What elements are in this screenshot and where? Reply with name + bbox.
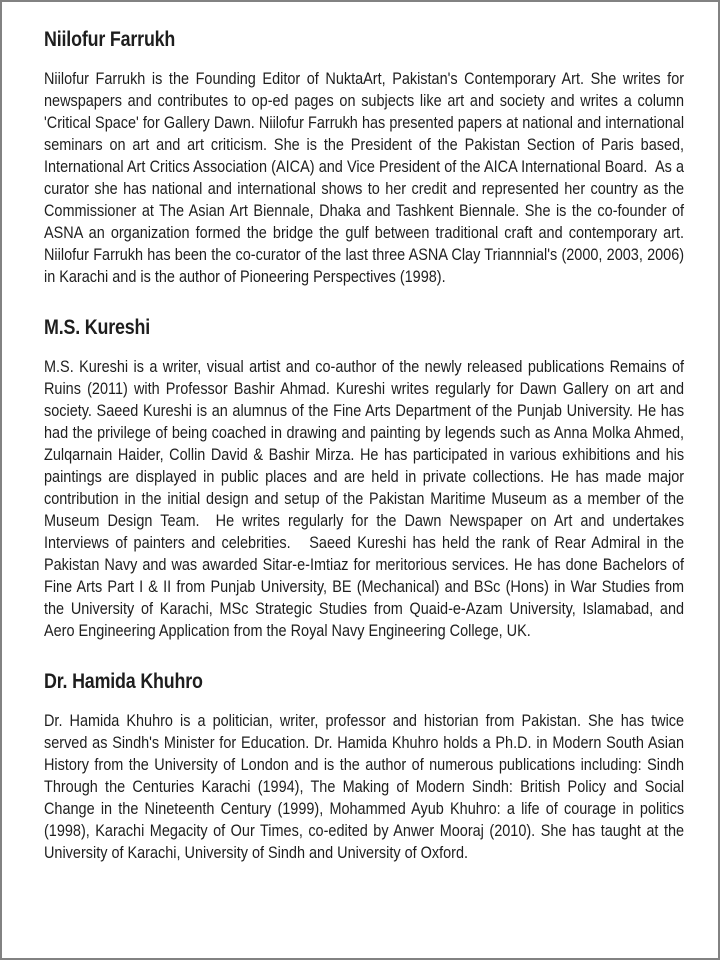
section-heading: Niilofur Farrukh [44, 28, 176, 51]
bio-section-ms-kureshi [44, 316, 689, 642]
bio-section-dr-hamida-khuhro [44, 670, 689, 864]
section-body: Dr. Hamida Khuhro is a politician, writer, professor and historian from Pakistan. She has twice served as Sindh's Minister for Education. Dr. Hamida Khuhro holds a Ph.D. in Modern South Asian History from the University of London and is the author of numerous publications including: Sindh Through the Centuries Karachi (1994), The Making of Modern Sindh: British Policy and Social Change in the Nineteenth Century (1999), Mohammed Ayub Khuhro: a life of courage in politics (1998), Karachi Megacity of Our Times, co-edited by Anwer Mooraj (2010). She has taught at the University of Karachi, University of Sindh and University of Oxford. [44, 711, 689, 862]
bio-section-niilofur-farrukh [44, 28, 689, 288]
section-body: M.S. Kureshi is a writer, visual artist and co-author of the newly released publications Remains of Ruins (2011) with Professor Bashir Ahmad. Kureshi writes regularly for Dawn Gallery on art and society. Saeed Kureshi is an alumnus of the Fine Arts Department of the Punjab University. He has had the privilege of being coached in drawing and painting by legends such as Anna Molka Ahmed, Zulqarnain Haider, Collin David & Bashir Mirza. He has participated in various exhibitions and his paintings are displayed in public places and are held in private collections. He has made major contribution in the initial design and setup of the Pakistan Maritime Museum as a member of the Museum Design Team. He writes regularly for the Dawn Newspaper on Art and undertakes Interviews of painters and celebrities. Saeed Kureshi has held the rank of Rear Admiral in the Pakistan Navy and was awarded Sitar-e-Imtiaz for meritorious services. He has done Bachelors of Fine Arts Part I & II from Punjab University, BE (Mechanical) and BSc (Hons) in War Studies from the University of Karachi, MSc Strategic Studies from Quaid-e-Azam University, Islamabad, and Aero Engineering Application from the Royal Navy Engineering College, UK. [44, 357, 689, 640]
section-heading: M.S. Kureshi [44, 316, 151, 339]
section-heading: Dr. Hamida Khuhro [44, 670, 203, 693]
page-content [44, 28, 689, 864]
section-body: Niilofur Farrukh is the Founding Editor of NuktaArt, Pakistan's Contemporary Art. She writes for newspapers and contributes to op-ed pages on subjects like art and society and writes a column 'Critical Space' for Gallery Dawn. Niilofur Farrukh has presented papers at national and international seminars on art and art criticism. She is the President of the Pakistan Section of Paris based, International Art Critics Association (AICA) and Vice President of the AICA International Board. As a curator she has national and international shows to her credit and represented her country as the Commissioner at The Asian Art Biennale, Dhaka and Tashkent Biennale. She is the co-founder of ASNA an organization formed the bridge the gulf between traditional craft and contemporary art. Niilofur Farrukh has been the co-curator of the last three ASNA Clay Triannnial's (2000, 2003, 2006) in Karachi and is the author of Pioneering Perspectives (1998). [44, 69, 689, 286]
